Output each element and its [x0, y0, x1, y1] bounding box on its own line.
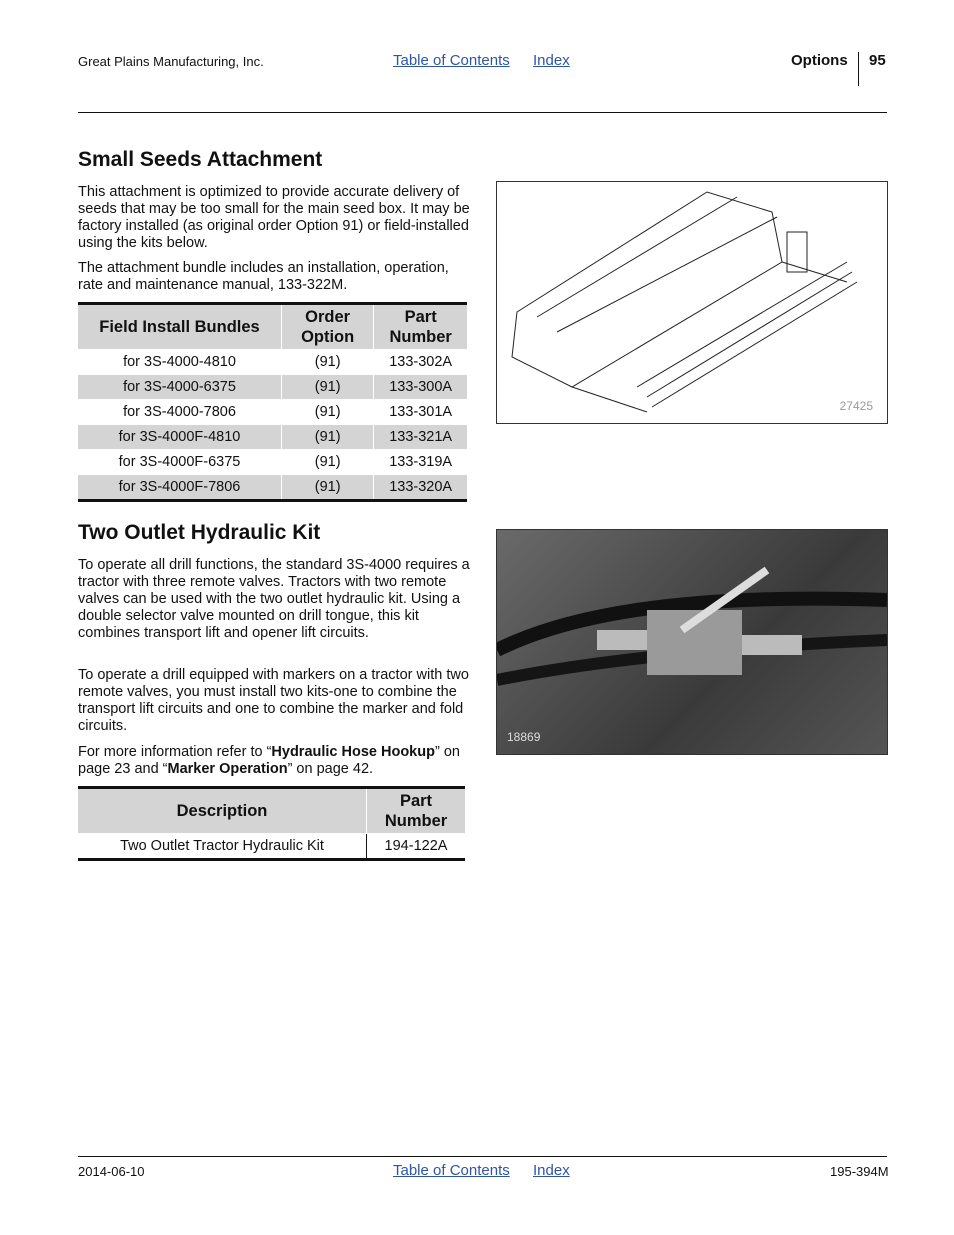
- cell: for 3S-4000-6375: [78, 375, 282, 400]
- cell: 133-301A: [374, 400, 467, 425]
- table-row: [78, 475, 467, 501]
- page-number: 95: [869, 52, 886, 69]
- cell: 133-302A: [374, 350, 467, 375]
- table-row: [78, 350, 467, 375]
- small-seeds-figure: [496, 181, 888, 424]
- doc-number: 195-394M: [830, 1164, 889, 1179]
- cell: for 3S-4000-7806: [78, 400, 282, 425]
- cell: (91): [282, 425, 374, 450]
- col-header: Part Number: [374, 304, 467, 350]
- col-header: Part Number: [367, 788, 466, 834]
- section-title: Two Outlet Hydraulic Kit: [78, 521, 321, 544]
- bundles-table: [78, 302, 467, 502]
- cell: (91): [282, 350, 374, 375]
- paragraph: The attachment bundle includes an installation, operation, rate and maintenance manual, 133-322M.: [78, 260, 449, 293]
- figure-id: 27425: [839, 399, 873, 413]
- footer-rule: [78, 1156, 887, 1157]
- cell: for 3S-4000F-4810: [78, 425, 282, 450]
- seed-box-drawing: [497, 182, 887, 423]
- toc-link[interactable]: Table of Contents: [393, 52, 510, 69]
- section-title: Small Seeds Attachment: [78, 148, 323, 171]
- text: ” on page 23 and “: [78, 744, 460, 777]
- table-row: [78, 425, 467, 450]
- col-header: Order Option: [282, 304, 374, 350]
- paragraph: To operate a drill equipped with markers on a tractor with two remote valves, you must install two kits-one to combine the transport lift circuits and one to combine the marker and fold circuits.: [78, 667, 469, 734]
- paragraph: To operate all drill functions, the standard 3S-4000 requires a tractor with three remote valves. Tractors with two remote valves can be used with the two outlet hydraulic kit. Using a double selector valve mounted on drill tongue, this kit combines transport lift and opener lift circuits.: [78, 557, 470, 641]
- paragraph: [78, 744, 470, 778]
- cell: (91): [282, 450, 374, 475]
- table-row: [78, 375, 467, 400]
- index-link[interactable]: Index: [533, 52, 570, 69]
- cell: for 3S-4000F-7806: [78, 475, 282, 501]
- toc-link[interactable]: Table of Contents: [393, 1162, 510, 1179]
- date: 2014-06-10: [78, 1164, 145, 1179]
- index-link[interactable]: Index: [533, 1162, 570, 1179]
- cell: 194-122A: [367, 834, 466, 860]
- header-divider: [858, 52, 859, 86]
- link-ref: Hydraulic Hose Hookup: [271, 744, 435, 760]
- col-header: Field Install Bundles: [78, 304, 282, 350]
- kit-table: [78, 786, 465, 861]
- cell: 133-300A: [374, 375, 467, 400]
- link-ref: Marker Operation: [167, 761, 288, 777]
- paragraph: This attachment is optimized to provide accurate delivery of seeds that may be too small for the main seed box. It may be factory installed (as original order Option 91) or field-installed using the kits below.: [78, 184, 470, 251]
- cell: Two Outlet Tractor Hydraulic Kit: [78, 834, 367, 860]
- section-name: Options: [791, 52, 848, 69]
- cell: for 3S-4000-4810: [78, 350, 282, 375]
- text: For more information refer to “: [78, 744, 272, 760]
- col-header: Description: [78, 788, 367, 834]
- table-row: [78, 450, 467, 475]
- cell: for 3S-4000F-6375: [78, 450, 282, 475]
- figure-id: 18869: [507, 730, 541, 744]
- cell: 133-321A: [374, 425, 467, 450]
- company-name: Great Plains Manufacturing, Inc.: [78, 54, 264, 69]
- cell: 133-319A: [374, 450, 467, 475]
- cell: (91): [282, 375, 374, 400]
- text: ” on page 42.: [287, 761, 374, 777]
- hydraulic-kit-photo: [496, 529, 888, 755]
- header-rule: [78, 112, 887, 113]
- cell: 133-320A: [374, 475, 467, 501]
- cell: (91): [282, 475, 374, 501]
- table-row: [78, 400, 467, 425]
- cell: (91): [282, 400, 374, 425]
- valve-photo: [497, 530, 887, 754]
